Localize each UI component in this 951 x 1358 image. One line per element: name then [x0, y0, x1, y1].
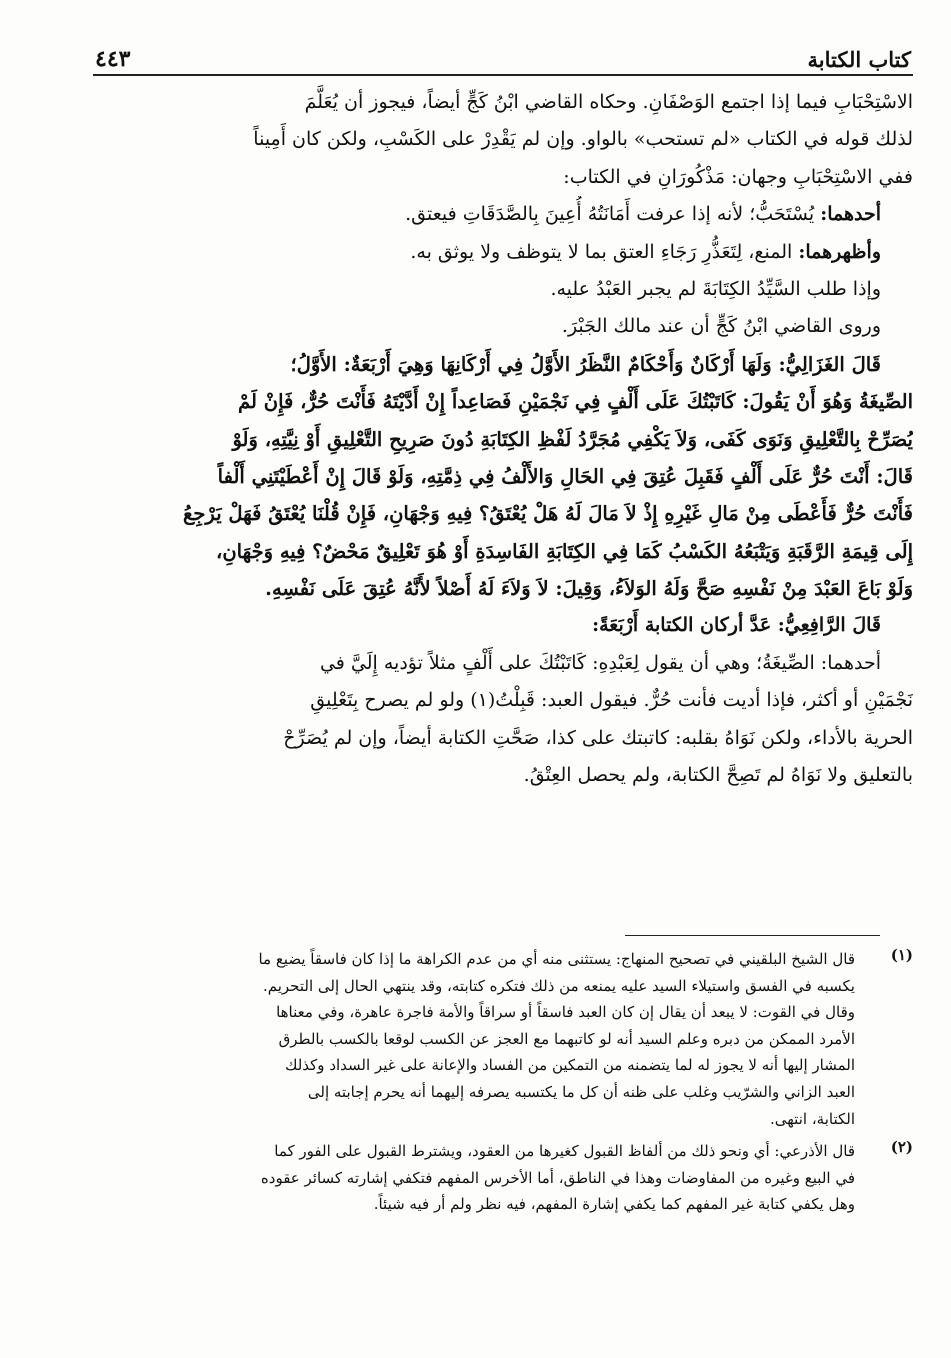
matn-line: إِلَى قِيمَةِ الرَّقَبَةِ وَيَتْبَعُهُ الكَسْبُ كَمَا فِي الكِتَابَةِ الفَاسِدَةِ أَوْ هُوَ تَعْلِيقٌ مَحْضٌ؟ فِيهِ وَجْهَانِ،: [216, 539, 913, 563]
footnote-line: قال الأذرعي: أي ونحو ذلك من ألفاظ القبول كغيرها من العقود، ويشترط القبول على الفور كما: [274, 1142, 855, 1161]
second-view: [98, 234, 913, 271]
footnote-line: قال الشيخ البلقيني في تصحيح المنهاج: يستثنى منه أي من عدم الكراهة ما إذا كان فاسقاً يضيع ما: [258, 950, 855, 968]
page-number: ٤٤٣: [95, 46, 131, 72]
footnote-line: العبد الزاني والشرّيب وغلب على ظنه أن كل ما يكتسبه يصرفه إليهما أنه يحرم إجابته إلى: [307, 1082, 855, 1101]
text-line: الاسْتِحْبَابِ فيما إذا اجتمع الوَصْفَانِ. وحكاه القاضي ابْنُ كَجٍّ أيضاً، فيجوز أن يُعَلَّمَ: [304, 91, 913, 113]
footnote-line: وهل يكفي كتابة غير المفهم كما يكفي إشارة المفهم، فيه نظر ولم أر فيه شيئاً.: [373, 1195, 855, 1214]
text-line: أحدهما: الصِّيغَةُ؛ وهي أن يقول لِعَبْدِهِ: كَاتَبْتُكَ على أَلْفٍ مثلاً تؤديه إِلَيَّ في: [319, 651, 881, 674]
footnote-2: [110, 1138, 913, 1218]
footnote-line: في البيع وغيره من المفاوضات وهذا في الناطق، أما الأخرس المفهم فتكفي إشارته كسائر عقوده: [260, 1168, 855, 1187]
rafii-heading: قَالَ الرَّافِعِيُّ: عَدَّ أركان الكتابة أَرْبَعَةً:: [592, 614, 881, 637]
footnote-number: (٢): [890, 1138, 913, 1157]
text-line: لذلك قوله في الكتاب «لم تستحب» بالواو. وإن لم يَقْدِرْ على الكَسْبِ، ولكن كان أَمِيناً: [253, 128, 913, 151]
second-view-text: المنع، لِتَعَذُّرِ رَجَاءِ العتق بما لا يتوظف ولا يوثق به.: [410, 240, 793, 263]
second-view-lead: وأظهرهما:: [798, 240, 881, 263]
matn-line: وَلَوْ بَاعَ العَبْدَ مِنْ نَفْسِهِ صَحَّ وَلَهُ الوَلاَءُ، وَقِيلَ: لاَ وَلاَءَ لَهُ أَصْلاً لأَنَّهُ عُتِقَ عَلَى نَفْسِهِ.: [265, 577, 913, 601]
text-line: الحرية بالأداء، ولكن نَوَاهُ بقلبه: كاتبتك على كذا، صَحَّتِ الكتابة أيضاً، وإن لم يُصَرِّحْ: [283, 726, 913, 749]
text-line: نَجْمَيْنِ أو أكثر، فإذا أديت فأنت حُرٌّ. فيقول العبد: قَبِلْتُ(١) ولو لم يصرح بِتَعْلِيقِ: [310, 689, 913, 712]
first-view: [98, 196, 913, 233]
main-text: [98, 84, 913, 794]
matn-line: قَالَ: أَنْتَ حُرٌّ عَلَى أَلْفٍ فَقَبِلَ عُتِقَ فِي الحَالِ وَالأَلْفُ فِي ذِمَّتِهِ، وَلَوْ قَالَ إِنْ أَعْطَيْتَنِي أَلْفاً: [217, 464, 913, 488]
text-line: وإذا طلب السَّيِّدُ الكِتَابَةَ لم يجبر العَبْدُ عليه.: [550, 277, 881, 300]
text-line: بالتعليق ولا نَوَاهُ لم تَصِحَّ الكتابة، ولم يحصل العِتْقُ.: [523, 764, 913, 787]
matn-line: قَالَ الغَزَالِيُّ: وَلَهَا أَرْكَانٌ وَأَحْكَامٌ النَّظَرُ الأَوَّلُ فِي أَرْكَانِهَا وَهِيَ أَرْبَعَةٌ: الأَوَّلُ؛: [290, 352, 881, 376]
footnote-number: (١): [890, 946, 913, 964]
matn-line: فَأَنْتَ حُرٌّ فَأَعْطَى مِنْ مَالِ غَيْرِهِ إِذْ لاَ مَالَ لَهُ هَلْ يُعْتَقُ؟ فِيهِ وَجْهَانِ، فَإِنْ قُلْنَا يُعْتَقُ فَهَلْ يَرْجِعُ: [183, 502, 913, 526]
header-rule: [93, 74, 913, 76]
first-view-lead: أحدهما:: [820, 203, 881, 226]
first-view-text: يُسْتَحَبُّ؛ لأنه إذا عرفت أَمَانَتُهُ أُعِينَ بِالصَّدَقَاتِ فيعتق.: [405, 203, 815, 226]
footnote-line: يكسبه في الفسق واستيلاء السيد عليه يمنعه من ذلك فتكره كتابته، وقد ينتهي الحال إلى التحريم.: [262, 976, 855, 995]
footnote-line: وقال في القوت: لا يبعد أن يقال إن كان العبد فاسقاً أو سراقاً والأمة فاجرة عاهرة، وفي معناها: [276, 1003, 855, 1022]
footnote-line: المشار إليها أنه لا يجوز له لما يتضمنه من التمكين من الفساد والإعانة على غير السداد وكذلك: [285, 1056, 855, 1075]
footnote-1: [110, 946, 913, 1132]
footnote-line: الأمرد الممكن من دبره وعلم السيد أنه لو كاتبهما مع العجز عن الكسب لوقعا بالكسب بالطرق: [278, 1029, 855, 1048]
text-line: ففي الاسْتِحْبَابِ وجهان: مَذْكُورَانِ في الكتاب:: [563, 165, 913, 188]
ghazali-matn: [98, 346, 913, 608]
text-line: وروى القاضي ابْنُ كَجٍّ أن عند مالك الجَبْرَ.: [561, 315, 881, 338]
running-title: كتاب الكتابة: [807, 47, 911, 72]
page-header: [95, 30, 911, 72]
sigha-paragraph: [98, 645, 913, 795]
intro-paragraph: [98, 84, 913, 196]
matn-line: يُصَرِّحْ بِالتَّعْلِيقِ وَنَوَى كَفَى، وَلاَ يَكْفِي مُجَرَّدُ لَفْظِ الكِتَابَةِ دُونَ صَرِيحِ التَّعْلِيقِ أَوْ نِيَّتِهِ، وَلَوْ: [232, 427, 913, 451]
footnote-rule: [625, 935, 880, 936]
footnotes: [110, 946, 913, 1224]
matn-line: الصِّيغَةُ وَهُوَ أَنْ يَقُولَ: كَاتَبْتُكَ عَلَى أَلْفٍ فِي نَجْمَيْنِ فَصَاعِداً إِنْ أَدَّيْتَهُ فَأَنْتَ حُرٌّ، فَإِنْ لَمْ: [238, 390, 913, 414]
footnote-line: الكتابة، انتهى.: [770, 1109, 855, 1128]
